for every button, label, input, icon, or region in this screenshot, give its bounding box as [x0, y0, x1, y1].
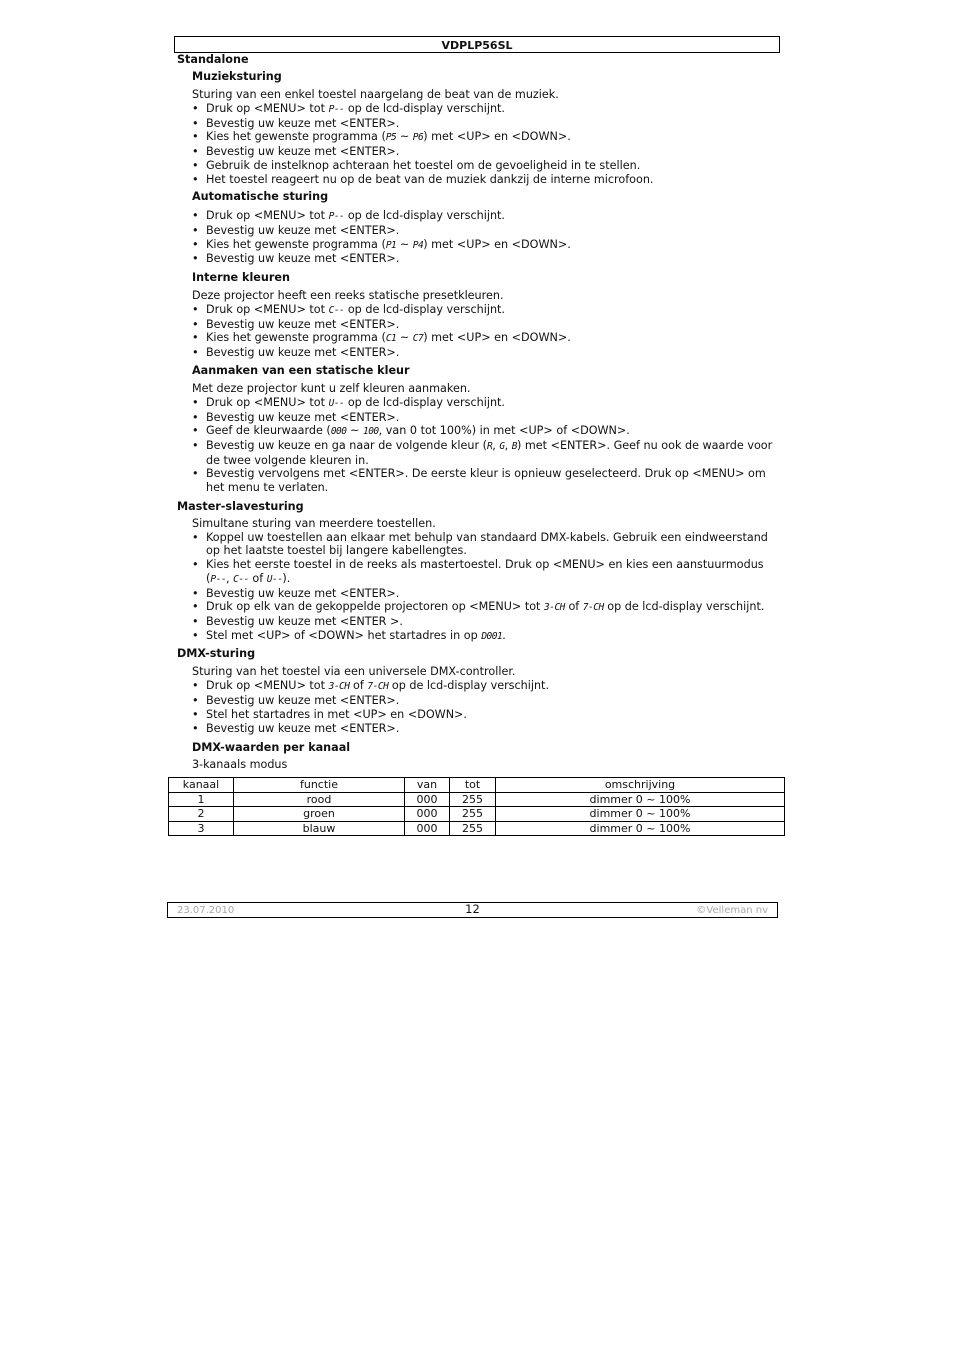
list-item-text: ).	[282, 571, 291, 585]
document-body	[177, 52, 777, 772]
list-item-text: Bevestig uw keuze met <ENTER>.	[206, 721, 400, 735]
list-item-text: ~	[346, 424, 363, 438]
table-header-cell: functie	[234, 778, 405, 793]
list-item	[206, 587, 777, 601]
table-row	[169, 807, 785, 822]
table-cell: 255	[450, 807, 496, 822]
list-aanmaken	[177, 396, 777, 495]
list-item	[206, 467, 777, 494]
page-header: VDPLP56SL	[174, 36, 780, 53]
table-row	[169, 821, 785, 836]
table-header-cell: kanaal	[169, 778, 234, 793]
lcd-code: 7-CH	[367, 681, 389, 693]
paragraph-master-intro: Simultane sturing van meerdere toestellen.	[192, 516, 436, 530]
lcd-code: U--	[328, 397, 345, 409]
list-item	[206, 117, 777, 131]
list-item	[206, 558, 777, 586]
table-header-cell: omschrijving	[496, 778, 785, 793]
list-item	[206, 145, 777, 159]
list-item-text: Kies het eerste toestel in de reeks als mastertoestel. Druk op <MENU> en kies een aanstuurmodus (	[206, 558, 764, 585]
paragraph-muziek-intro: Sturing van een enkel toestel naargelang de beat van de muziek.	[192, 88, 559, 101]
list-item	[206, 600, 777, 615]
list-item-text: ) met <UP> en <DOWN>.	[423, 130, 571, 144]
list-item	[206, 346, 777, 360]
list-auto	[177, 209, 777, 266]
list-item-text: ~	[396, 130, 413, 144]
section-heading-auto: Automatische sturing	[192, 190, 329, 204]
lcd-code: C7	[412, 333, 424, 345]
list-item-text: Druk op elk van de gekoppelde projectoren op <MENU> tot	[206, 600, 544, 614]
lcd-code: P4	[412, 239, 424, 251]
list-item-text: Bevestig vervolgens met <ENTER>. De eerste kleur is opnieuw geselecteerd. Druk op <MENU> om het menu te verlaten.	[206, 467, 766, 495]
list-item-text: Kies het gewenste programma (	[206, 130, 386, 144]
list-item-text: ) met <UP> en <DOWN>.	[423, 331, 571, 345]
paragraph-aanmaken-intro: Met deze projector kunt u zelf kleuren aanmaken.	[192, 381, 471, 395]
list-item	[206, 708, 777, 722]
list-item-text: Bevestig uw keuze met <ENTER >.	[206, 614, 403, 628]
list-item	[206, 722, 777, 736]
list-item-text: Bevestig uw keuze met <ENTER>.	[206, 694, 400, 708]
list-item-text: of	[248, 571, 267, 585]
table-cell: 000	[405, 792, 450, 807]
table-cell: 000	[405, 807, 450, 822]
list-item-text: Het toestel reageert nu op de beat van de muziek dankzij de interne microfoon.	[206, 172, 654, 186]
lcd-code: B	[511, 440, 517, 452]
list-item	[206, 159, 777, 173]
list-item	[206, 173, 777, 187]
list-item-text: Kies het gewenste programma (	[206, 237, 386, 251]
section-heading-intern: Interne kleuren	[192, 271, 290, 285]
list-item-text: Bevestig uw keuze en ga naar de volgende kleur (	[206, 438, 488, 452]
list-item-text: Bevestig uw keuze met <ENTER>.	[206, 145, 400, 159]
list-item	[206, 439, 777, 467]
list-item	[206, 318, 777, 332]
list-item-text: of	[564, 600, 583, 614]
lcd-code: P5	[385, 132, 397, 144]
list-item-text: Kies het gewenste programma (	[206, 331, 386, 345]
table-cell: 2	[169, 807, 234, 822]
table-cell: dimmer 0 ~ 100%	[496, 821, 785, 836]
lcd-code: 3-CH	[544, 602, 565, 614]
list-item	[206, 238, 777, 253]
lcd-code: 3-CH	[328, 681, 350, 693]
lcd-code: G	[499, 440, 505, 452]
list-item-text: op de lcd-display verschijnt.	[603, 600, 765, 614]
table-cell: groen	[234, 807, 405, 822]
list-item	[206, 411, 777, 425]
list-item-text: Druk op <MENU> tot	[206, 395, 329, 409]
list-item	[206, 396, 777, 411]
list-item-text: Druk op <MENU> tot	[206, 679, 329, 693]
lcd-code: D001	[481, 630, 503, 642]
list-item-text: op de lcd-display verschijnt.	[344, 102, 505, 115]
list-item	[206, 331, 777, 346]
list-item-text: Bevestig uw keuze met <ENTER>.	[206, 252, 400, 266]
lcd-code: C--	[328, 305, 345, 317]
list-item-text: op de lcd-display verschijnt.	[344, 395, 505, 409]
table-cell: 3	[169, 821, 234, 836]
paragraph-dmx-intro: Sturing van het toestel via een universele DMX-controller.	[192, 665, 516, 679]
lcd-code: U--	[266, 573, 283, 585]
list-item-text: ) met <ENTER>. Geef nu ook de waarde voor de twee volgende kleuren in.	[206, 438, 773, 467]
list-item-text: Druk op <MENU> tot	[206, 102, 329, 115]
list-item-text: Stel het startadres in met <UP> en <DOWN>.	[206, 707, 467, 721]
list-item-text: Stel met <UP> of <DOWN> het startadres in op	[206, 628, 482, 642]
lcd-code: 000	[330, 426, 347, 438]
dmx-channel-table	[168, 777, 785, 836]
lcd-code: P--	[328, 211, 345, 223]
list-item-text: of	[349, 679, 368, 693]
section-heading-standalone: Standalone	[177, 53, 249, 66]
table-header-cell: tot	[450, 778, 496, 793]
list-item-text: Gebruik de instelknop achteraan het toestel om de gevoeligheid in te stellen.	[206, 158, 641, 172]
table-header-row	[169, 778, 785, 793]
list-item-text: op de lcd-display verschijnt.	[388, 679, 549, 693]
list-item	[206, 531, 777, 558]
list-item-text: Bevestig uw keuze met <ENTER>.	[206, 116, 400, 130]
footer-page-number: 12	[465, 902, 480, 916]
lcd-code: 7-CH	[582, 602, 604, 614]
list-item	[206, 629, 777, 644]
list-item-text: op de lcd-display verschijnt.	[344, 209, 505, 223]
list-item	[206, 224, 777, 238]
list-item	[206, 694, 777, 708]
list-item-text: , van 0 tot 100%) in met <UP> of <DOWN>.	[378, 424, 630, 438]
list-master	[177, 531, 777, 644]
table-cell: blauw	[234, 821, 405, 836]
table-cell: dimmer 0 ~ 100%	[496, 807, 785, 822]
lcd-code: 100	[362, 426, 379, 438]
list-item	[206, 130, 777, 145]
list-dmx	[177, 679, 777, 735]
section-heading-waarden: DMX-waarden per kanaal	[192, 741, 351, 755]
list-item	[206, 615, 777, 629]
lcd-code: P--	[210, 573, 227, 585]
list-item-text: Bevestig uw keuze met <ENTER>.	[206, 410, 400, 424]
lcd-code: P6	[412, 132, 424, 144]
list-item-text: Bevestig uw keuze met <ENTER>.	[206, 223, 400, 237]
list-item-text: Bevestig uw keuze met <ENTER>.	[206, 317, 400, 331]
list-item-text: Druk op <MENU> tot	[206, 209, 329, 223]
paragraph-intern-intro: Deze projector heeft een reeks statische presetkleuren.	[192, 289, 504, 303]
list-item-text: ~	[396, 331, 413, 345]
lcd-code: P1	[385, 239, 397, 251]
section-heading-muziek: Muzieksturing	[192, 70, 282, 83]
list-item-text: Bevestig uw keuze met <ENTER>.	[206, 586, 400, 600]
table-header-cell: van	[405, 778, 450, 793]
list-item-text: Druk op <MENU> tot	[206, 303, 329, 317]
list-item-text: .	[502, 628, 506, 642]
table-cell: rood	[234, 792, 405, 807]
list-item	[206, 679, 777, 694]
list-item	[206, 424, 777, 439]
table-row	[169, 792, 785, 807]
section-heading-dmx: DMX-sturing	[177, 647, 256, 661]
table-cell: 255	[450, 792, 496, 807]
list-item	[206, 303, 777, 318]
list-item-text: Bevestig uw keuze met <ENTER>.	[206, 346, 400, 360]
list-item-text: Geef de kleurwaarde (	[206, 424, 331, 438]
table-cell: 1	[169, 792, 234, 807]
table-cell: dimmer 0 ~ 100%	[496, 792, 785, 807]
table-cell: 000	[405, 821, 450, 836]
list-item-text: op de lcd-display verschijnt.	[344, 303, 505, 317]
lcd-code: P--	[328, 104, 345, 115]
list-item-text: ~	[396, 237, 413, 251]
list-intern	[177, 303, 777, 360]
paragraph-waarden-intro: 3-kanaals modus	[192, 758, 288, 772]
list-item-text: ) met <UP> en <DOWN>.	[423, 237, 571, 251]
list-item	[206, 209, 777, 224]
list-item	[206, 102, 777, 117]
lcd-code: C--	[233, 573, 249, 585]
list-item-text: ,	[226, 571, 234, 585]
list-item-text: Koppel uw toestellen aan elkaar met behulp van standaard DMX-kabels. Gebruik een eindweerstand op het laatste toestel bij langere kabellengtes.	[206, 530, 768, 558]
lcd-code: C1	[385, 333, 397, 345]
list-item	[206, 252, 777, 266]
list-item-text: ,	[504, 438, 512, 452]
footer-copyright: ©Velleman nv	[696, 905, 768, 916]
section-heading-master: Master-slavesturing	[177, 499, 304, 513]
list-muziek	[177, 102, 777, 186]
lcd-code: R	[487, 440, 493, 452]
section-heading-aanmaken: Aanmaken van een statische kleur	[192, 363, 410, 377]
table-cell: 255	[450, 821, 496, 836]
footer-date: 23.07.2010	[177, 905, 235, 916]
list-item-text: ,	[492, 438, 500, 452]
page-footer	[167, 902, 778, 918]
